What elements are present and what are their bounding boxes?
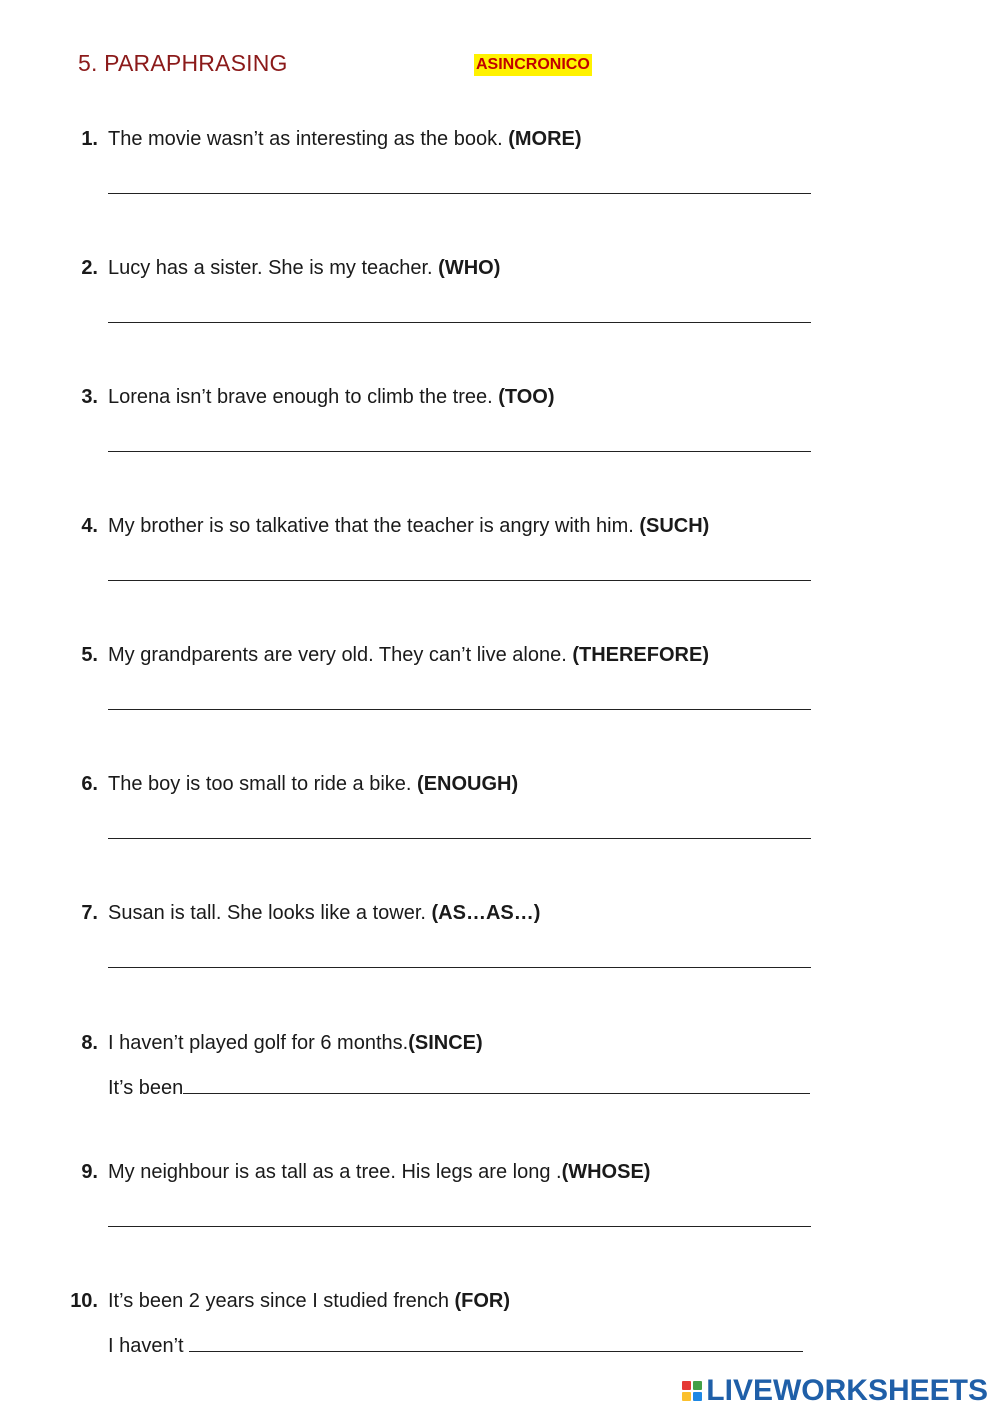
- question-number: 6.: [81, 773, 98, 795]
- logo-square: [693, 1392, 702, 1401]
- answer-line-3[interactable]: [108, 451, 811, 452]
- question-text: Lorena isn’t brave enough to climb the tree.: [108, 386, 499, 408]
- question-text: The boy is too small to ride a bike.: [108, 773, 418, 795]
- question-number: 2.: [81, 257, 98, 279]
- question-number: 7.: [81, 902, 98, 924]
- question-keyword: (AS…AS…): [431, 902, 541, 924]
- question-number: 9.: [81, 1161, 98, 1183]
- answer-line-2[interactable]: [108, 322, 811, 323]
- logo-text: LIVEWORKSHEETS: [706, 1374, 988, 1407]
- answer-line-4[interactable]: [108, 580, 811, 581]
- question-keyword: (WHOSE): [561, 1161, 651, 1183]
- answer-row-10: [108, 1333, 803, 1358]
- question-text: My grandparents are very old. They can’t live alone.: [108, 644, 573, 666]
- question-number: 5.: [81, 644, 98, 666]
- question-number: 1.: [81, 128, 98, 150]
- question-text: It’s been 2 years since I studied french: [108, 1290, 455, 1312]
- question-keyword: (SINCE): [408, 1032, 483, 1054]
- answer-prefix: It’s been: [108, 1077, 184, 1099]
- worksheet-title: 5. PARAPHRASING: [78, 50, 288, 76]
- question-number: 4.: [81, 515, 98, 537]
- question-text: My brother is so talkative that the teacher is angry with him.: [108, 515, 640, 537]
- question-keyword: (TOO): [498, 386, 555, 408]
- question-text: Susan is tall. She looks like a tower.: [108, 902, 432, 924]
- question-text: Lucy has a sister. She is my teacher.: [108, 257, 439, 279]
- question-number: 8.: [81, 1032, 98, 1054]
- question-keyword: (SUCH): [639, 515, 710, 537]
- answer-line-8[interactable]: [183, 1075, 810, 1094]
- question-keyword: (THEREFORE): [572, 644, 709, 666]
- question-text: The movie wasn’t as interesting as the book.: [108, 128, 509, 150]
- logo-square: [682, 1392, 691, 1401]
- question-keyword: (FOR): [454, 1290, 511, 1312]
- logo-grid-icon: [682, 1381, 702, 1401]
- answer-prefix: I haven’t: [108, 1335, 184, 1357]
- question-number: 10.: [70, 1290, 98, 1312]
- question-keyword: (WHO): [438, 257, 501, 279]
- logo-square: [682, 1381, 691, 1390]
- question-keyword: (MORE): [508, 128, 582, 150]
- question-keyword: (ENOUGH): [417, 773, 519, 795]
- logo-square: [693, 1381, 702, 1390]
- answer-line-9[interactable]: [108, 1226, 811, 1227]
- asincronico-tag: ASINCRONICO: [474, 54, 592, 76]
- answer-line-1[interactable]: [108, 193, 811, 194]
- question-text: I haven’t played golf for 6 months.: [108, 1032, 409, 1054]
- answer-row-8: [108, 1075, 810, 1100]
- answer-line-7[interactable]: [108, 967, 811, 968]
- answer-line-5[interactable]: [108, 709, 811, 710]
- liveworksheets-logo: [682, 1374, 988, 1408]
- answer-line-6[interactable]: [108, 838, 811, 839]
- question-number: 3.: [81, 386, 98, 408]
- answer-line-10[interactable]: [189, 1333, 803, 1352]
- question-text: My neighbour is as tall as a tree. His legs are long .: [108, 1161, 562, 1183]
